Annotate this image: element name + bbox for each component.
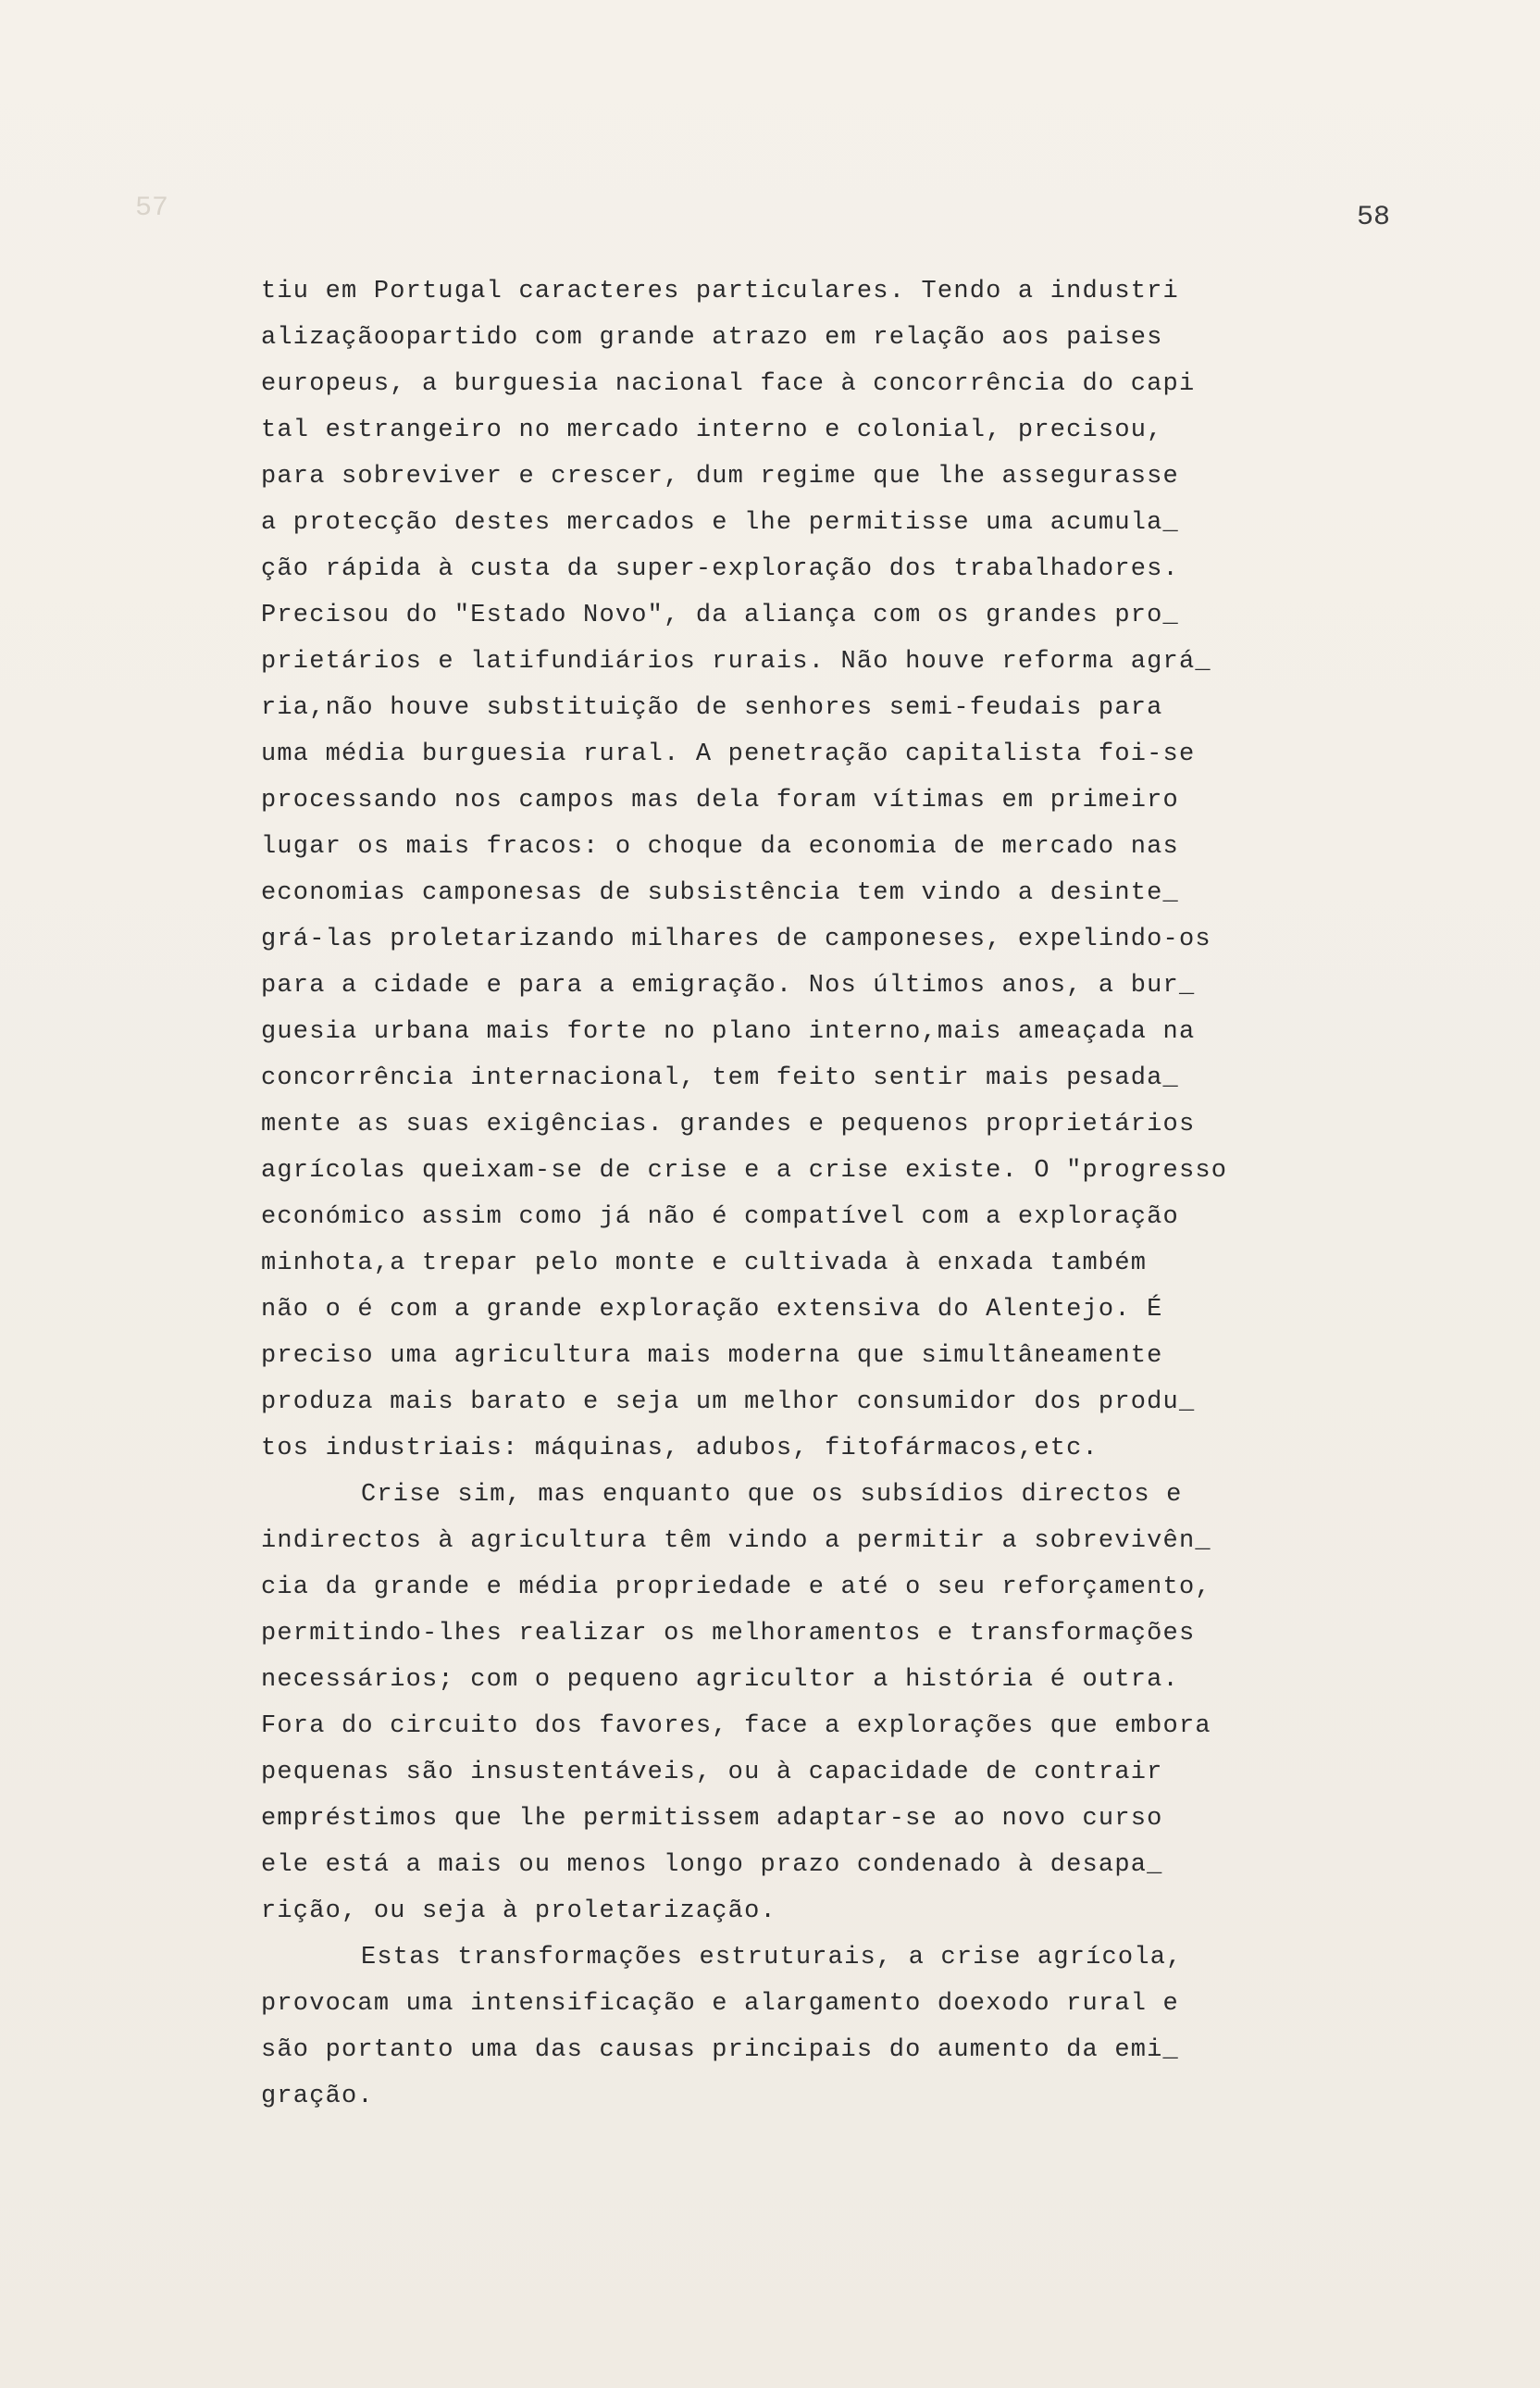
text-line: minhota,a trepar pelo monte e cultivada à enxada também xyxy=(261,1250,1148,1277)
text-line: para a cidade e para a emigração. Nos últimos anos, a bur_ xyxy=(261,972,1196,1000)
text-line: permitindo-lhes realizar os melhoramentos e transformações xyxy=(261,1620,1196,1648)
text-line: processando nos campos mas dela foram vítimas em primeiro xyxy=(261,787,1179,815)
text-line: provocam uma intensificação e alargamento doexodo rural e xyxy=(261,1990,1179,2018)
text-line: a protecção destes mercados e lhe permitisse uma acumula_ xyxy=(261,509,1179,537)
text-line: guesia urbana mais forte no plano interno,mais ameaçada na xyxy=(261,1018,1196,1046)
text-line: ria,não houve substituição de senhores semi-feudais para xyxy=(261,694,1163,722)
text-line: europeus, a burguesia nacional face à concorrência do capi xyxy=(261,370,1196,398)
text-line: concorrência internacional, tem feito sentir mais pesada_ xyxy=(261,1064,1179,1092)
text-line: tiu em Portugal caracteres particulares. Tendo a industri xyxy=(261,278,1179,305)
body-text xyxy=(261,268,1399,2120)
text-line: Crise sim, mas enquanto que os subsídios directos e xyxy=(361,1481,1183,1509)
paragraph-1 xyxy=(261,268,1399,1472)
text-line: são portanto uma das causas principais do aumento da emi_ xyxy=(261,2036,1179,2064)
text-line: não o é com a grande exploração extensiva do Alentejo. É xyxy=(261,1296,1163,1324)
text-line: gração. xyxy=(261,2083,374,2110)
text-line: alizaçãoopartido com grande atrazo em relação aos paises xyxy=(261,324,1163,352)
text-line: Estas transformações estruturais, a crise agrícola, xyxy=(361,1944,1183,1971)
text-line: mente as suas exigências. grandes e pequenos proprietários xyxy=(261,1111,1196,1138)
text-line: agrícolas queixam-se de crise e a crise existe. O "progresso xyxy=(261,1157,1228,1185)
text-line: necessários; com o pequeno agricultor a história é outra. xyxy=(261,1666,1179,1694)
text-line: Fora do circuito dos favores, face a explorações que embora xyxy=(261,1712,1211,1740)
text-line: para sobreviver e crescer, dum regime que lhe assegurasse xyxy=(261,463,1179,491)
show-through-page-number: 57 xyxy=(135,193,169,224)
text-line: grá-las proletarizando milhares de camponeses, expelindo-os xyxy=(261,926,1211,953)
text-line: empréstimos que lhe permitissem adaptar-se ao novo curso xyxy=(261,1805,1163,1833)
text-line: rição, ou seja à proletarização. xyxy=(261,1897,776,1925)
text-line: produza mais barato e seja um melhor consumidor dos produ_ xyxy=(261,1388,1196,1416)
text-line: indirectos à agricultura têm vindo a permitir a sobrevivên_ xyxy=(261,1527,1211,1555)
text-line: Precisou do "Estado Novo", da aliança com os grandes pro_ xyxy=(261,602,1179,629)
text-line: prietários e latifundiários rurais. Não houve reforma agrá_ xyxy=(261,648,1211,676)
text-line: pequenas são insustentáveis, ou à capacidade de contrair xyxy=(261,1759,1163,1786)
text-line: economias camponesas de subsistência tem vindo a desinte_ xyxy=(261,879,1179,907)
paragraph-3 xyxy=(261,1934,1399,2120)
text-line: uma média burguesia rural. A penetração capitalista foi-se xyxy=(261,740,1196,768)
text-line: lugar os mais fracos: o choque da economia de mercado nas xyxy=(261,833,1179,861)
text-line: tos industriais: máquinas, adubos, fitofármacos,etc. xyxy=(261,1435,1099,1462)
paragraph-2 xyxy=(261,1472,1399,1934)
text-line: ção rápida à custa da super-exploração dos trabalhadores. xyxy=(261,555,1179,583)
text-line: preciso uma agricultura mais moderna que simultâneamente xyxy=(261,1342,1163,1370)
text-line: económico assim como já não é compatível com a exploração xyxy=(261,1203,1179,1231)
page-number: 58 xyxy=(1357,202,1391,233)
text-line: cia da grande e média propriedade e até o seu reforçamento, xyxy=(261,1573,1211,1601)
text-line: tal estrangeiro no mercado interno e colonial, precisou, xyxy=(261,417,1163,444)
text-line: ele está a mais ou menos longo prazo condenado à desapa_ xyxy=(261,1851,1163,1879)
